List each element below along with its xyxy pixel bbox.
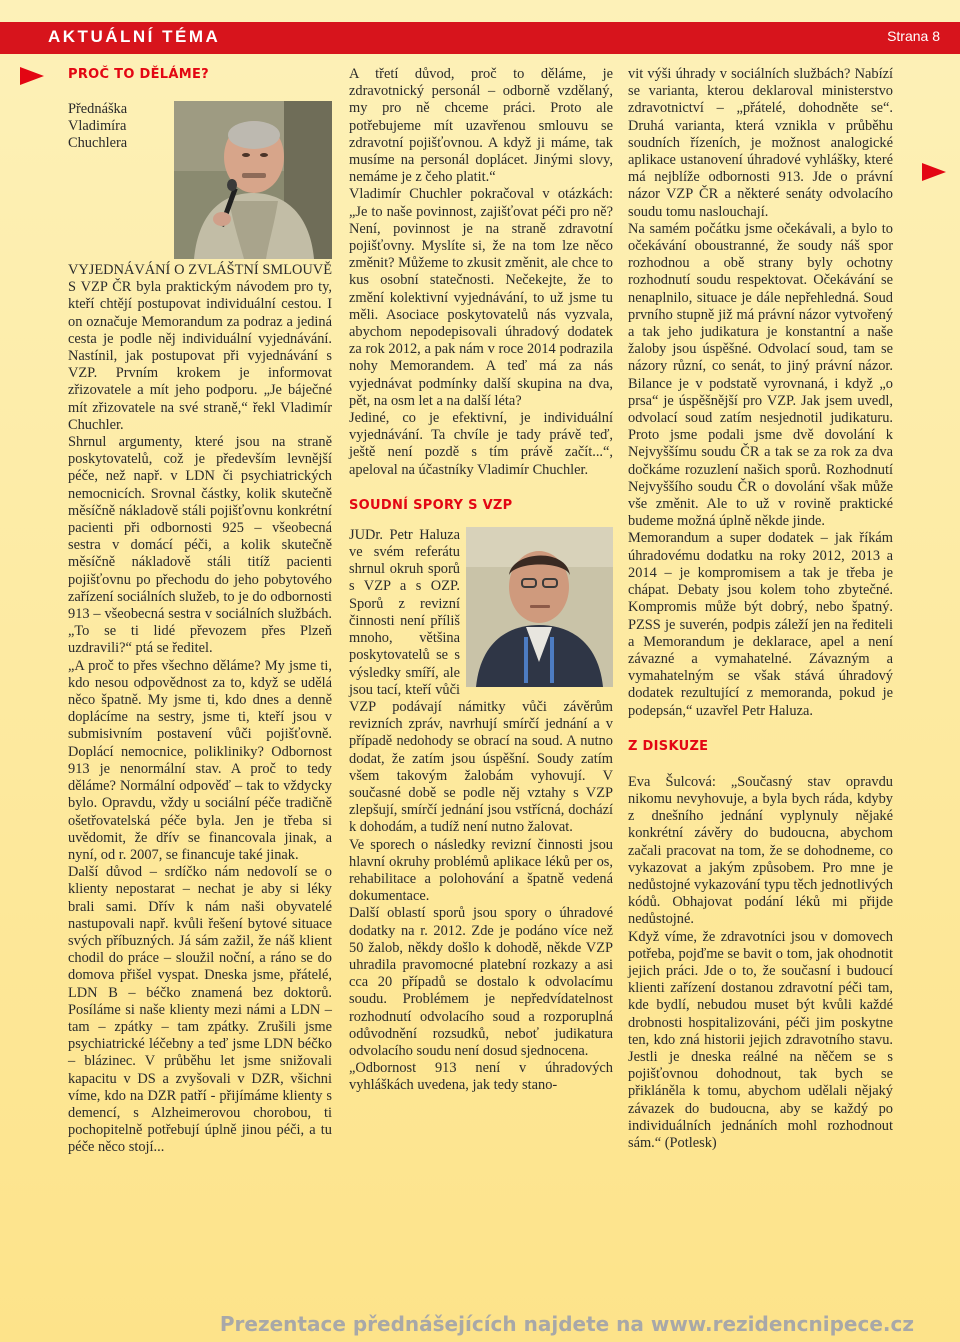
- paragraph: vit výši úhrady v sociálních službách? Nabízí se varianta, kterou deklaroval ministerstvo zdravotnictví – „přátelé, dohodněte se“. Druhá varianta, která vznikla v průběhu soudních řízeních, je možnost analogické aplikace ustanovení úhradové vyhlášky, které má nejblíže odbornosti 913. Jde o právní názor VZP ČR a některé senáty odvolacího soudu tomu naslouchají.: [628, 66, 893, 220]
- paragraph: Eva Šulcová: „Současný stav opravdu nikomu nevyhovuje, a byla bych ráda, kdyby z dnešního jednání vyplynuly nějaké konkrétní závěry do budoucna, abychom začali pracovat na tom, že se dohodneme, co vykazovat a jakým způsobem. Pro mne je nedůstojné vykazování typu těch jednotlivých kódů. Obhajovat podání léků mi přijde nedůstojné.: [628, 773, 893, 928]
- paragraph: JUDr. Petr Haluza ve svém referátu shrnul okruh sporů s VZP a s OZP. Sporů z revizní činnosti není příliš mnoho, většina poskytovatelů se s výsledky smíří, ale jsou tací, kteří vůči VZP podávají námitky vůči závěrům revizních zpráv, navrhují smírčí jednání a v případě nedohody se obrací na soud. A nutno dodat, že zatím jsou úspěšní. Soudy zatím všem takovým žalobám vyhovují. V současné době se podle něj vztahy s VZP zlepšují, smírčí jednání jsou vstřícná, dochází k dohodám, a tudíž není nutno žalovat.: [349, 526, 613, 836]
- arrow-right-icon: [20, 67, 44, 85]
- spacer: [349, 479, 613, 497]
- arrow-right-icon: [922, 163, 946, 181]
- spacer: [628, 720, 893, 738]
- section-title: AKTUÁLNÍ TÉMA: [48, 27, 221, 46]
- paragraph: Další důvod – srdíčko nám nedovolí se o klienty nepostarat – nechat je aby si léky brali sami. Dřív k nám naši obyvatelé nastupovali např. kvůli řešení bytové situace svých příbuzných. Já sám zažil, že náš klient chodil do práce – sloužil noční, a ráno se do domova přišel vyspat. Dneska jsme, přátelé, LDN B – béčko znamená bez doktorů. Posíláme si naše klienty mezi námi a LDN – tam – zpátky – tam zpátky. Zrušili jsme psychiatrické léčebny a teď jsme LDN béčko – blázinec. V průběhu let jsme snižovali kapacitu v DS a zvyšovali v DZR, všichni víme, kdo na DZR patří - přijímáme klienty s demencí, s Alzheimerovou chorobou, ti pochopitelně potřebují úplně jinou péči, a tu péče něco stojí...: [68, 864, 332, 1156]
- footer-link-text: Prezentace přednášejících najdete na www.rezidencnipece.cz: [219, 1312, 914, 1336]
- paragraph: Jediné, co je efektivní, je individuální vyjednávání. Ta chvíle je tady právě teď, ještě není pozdě s tím právě začít...“, apeloval na účastníky Vladimír Chuchler.: [349, 410, 613, 478]
- column-1: [68, 66, 332, 1157]
- paragraph: Shrnul argumenty, které jsou na straně poskytovatelů, což je především levnější péče, než např. v LDN či psychiatrických nemocnicích. Srovnal částky, kolik skutečně měsíčně nákladově stáli pojišťovnu konkrétní pacienti při odbornosti 925 – všeobecná sestra v domácí péči, a kolik skutečně měsíčně nákladově stáli titíž pacienti pojišťovnu po přechodu do jeho pobytového zařízení sociálních služeb, to je do odbornosti 913 – všeobecná sestra v sociálních službách. „To se ti lidé převozem přes Plzeň uzdravili?“ ptá se ředitel.: [68, 434, 332, 657]
- spacer: [628, 756, 893, 774]
- spacer: [349, 515, 613, 527]
- paragraph: Přednáška Vladimíra Chuchlera VYJEDNÁVÁNÍ O ZVLÁŠTNÍ SMLOUVĚ S VZP ČR byla praktickým návodem pro ty, kteří chtějí postupovat individuální cestou. I on označuje Memorandum za podraz a jediná cesta je podle něj individuální vyjednávání. Nastínil, jak postupovat při vyjednávání s VZP. Prvním krokem je informovat zřizovatele a mít jeho podporu. „Je báječné mít zřizovatele na své straně,“ řekl Vladimír Chuchler.: [68, 101, 332, 433]
- paragraph: „Odbornost 913 není v úhradových vyhláškách uvedena, jak tedy stano-: [349, 1060, 613, 1094]
- column-2: [349, 66, 613, 1095]
- paragraph: Další oblastí sporů jsou spory o úhradové dodatky na r. 2012. Zde je podáno více než 50 žalob, někdy došlo k dohodě, někde VZP uhradila pravomocné platební rozkazy a asi cca 20 případů se dostalo k odvolacímu soudu. Problémem je nepředvídatelnost rozhodnutí odvolacího soud a rozporuplná odůvodnění rozsudků, neboť judikatura odvolacího soudu není dosud sjednocena.: [349, 905, 613, 1059]
- column-3: [628, 66, 893, 1152]
- page-number: Strana 8: [887, 28, 940, 44]
- paragraph: Ve sporech o následky revizní činnosti jsou hlavní okruhy problémů aplikace léků per os, rehabilitace a polohování a špatně vedená dokumentace.: [349, 836, 613, 905]
- paragraph: A třetí důvod, proč to děláme, je zdravotnický personál – odborně vzdělaný, my pro ně chceme práci. Proto ale potřebujeme mít uzavřenou smlouvu se zdravotní pojišťovnou. A když ji máme, tak musíme na personál doplácet. Jinými slovy, nemáme je z čeho platit.“: [349, 66, 613, 186]
- subheading-proc-to-delame: PROČ TO DĚLÁME?: [68, 67, 209, 82]
- paragraph: Když víme, že zdravotníci jsou v domovech potřeba, pojďme se bavit o tom, jak ohodnotit jejich práci. Jde o to, že současní i budoucí klienti zařízení dostanou zdravotní péči tam, kde bydlí, nebudou muset být kvůli každé drobnosti hospitalizováni, péči jim poskytne ten, kdo zná historii jejich zdravotního stavu. Jestli je dneska reálné na něčem se s pojišťovnou dohodnout, tak bych se přikláněla k tomu, abychom udělali nějaký závazek do budoucna, aby se každý po individuálních jednáních mohl rozhodnout sám.“ (Potlesk): [628, 928, 893, 1151]
- paragraph: Na samém počátku jsme očekávali, a bylo to očekávání oboustranné, že soudy náš spor rozhodnou a obě strany byly ochotny rozhodnutí soudu respektovat. Očekávání se nenaplnilo, situace je dále nepřehledná. Soud prvního stupně již má právní názor vytvořený a tak jeho judikatura je konstantní a naše žaloby jsou úspěšné. Odvolací soud, tam se názory různí, co senát, to jiný právní názor. Bilance je v podstatě vyrovnaná, i když „o prsa“ je úspěšnější pro VZP. Jak jsem uvedl, odvolací soud zatím nesjednotil judikaturu. Proto jsme podali jsme dvě dovolání k Nejvyššímu soudu ČR a tak se za rok za dva dočkáme rozuzlení našich sporů. Rozhodnutí Nejvyššího soudu ČR o dovolání však může vše změnit. Ale to už v rovině praktické budeme možná úplně někde jinde.: [628, 220, 893, 530]
- subheading-soudni-spory: SOUDNÍ SPORY S VZP: [349, 497, 513, 513]
- paragraph: „A proč to přes všechno děláme? My jsme ti, kdo nesou odpovědnost za to, když se udělá něco špatně. My jsme ti, kdo dnes a denně doplácíme na sestry, jsme ti, kteří jsou v submisivním postavení vůči pojišťovně. Doplácí nemocnice, polikliniky? Odbornost 913 je nenormální stav. A proč to tedy děláme? Normální odpověď – tak to vždycky bylo. Opravdu, vždy u sociální péče tradičně ošetřovatelská péče byla. Jen je třeba si uvědomit, že dřív se financovala jinak, a nyní, od r. 2007, se financuje také jinak.: [68, 657, 332, 863]
- paragraph: Vladimír Chuchler pokračoval v otázkách: „Je to naše povinnost, zajišťovat péči pro ně? Není, povinnost je na straně zdravotní pojišťovny. Myslíte si, že na tom lze něco změnit? Můžeme to zkusit změnit, ale chce to kus osobní statečnosti. Nečekejte, že to změní kolektivní vyjednávání, to už jsme tu měli. Asociace poskytovatelů nás vyzvala, abychom nepodepisovali úhradový dodatek za rok 2012, a pak nám v roce 2014 podrazila nohy Memorandem. A teď má za nás vyjednávat podmínky další skupina na dva, pět, na osm let a na další léta?: [349, 186, 613, 409]
- paragraph: Memorandum a super dodatek – jak říkám úhradovému dodatku na roky 2012, 2013 a 2014 – je kompromisem a tak je třeba je chápat. Debaty jsou kolem toho zbytečné. Kompromis může být dobrý, nebo špatný. PZSS je suverén, podpis záleží jen na řediteli a Memorandum je deklarace, apel a není závazné a vymahatelné. Závazným a vymahatelným se však stává úhradový dodatek rezultující z memoranda, pokud je podepsán,“ uzavřel Petr Haluza.: [628, 530, 893, 719]
- photo-petr-haluza: [466, 527, 613, 687]
- subheading-z-diskuze: Z DISKUZE: [628, 738, 709, 754]
- photo-vladimir-chuchler: [174, 101, 332, 259]
